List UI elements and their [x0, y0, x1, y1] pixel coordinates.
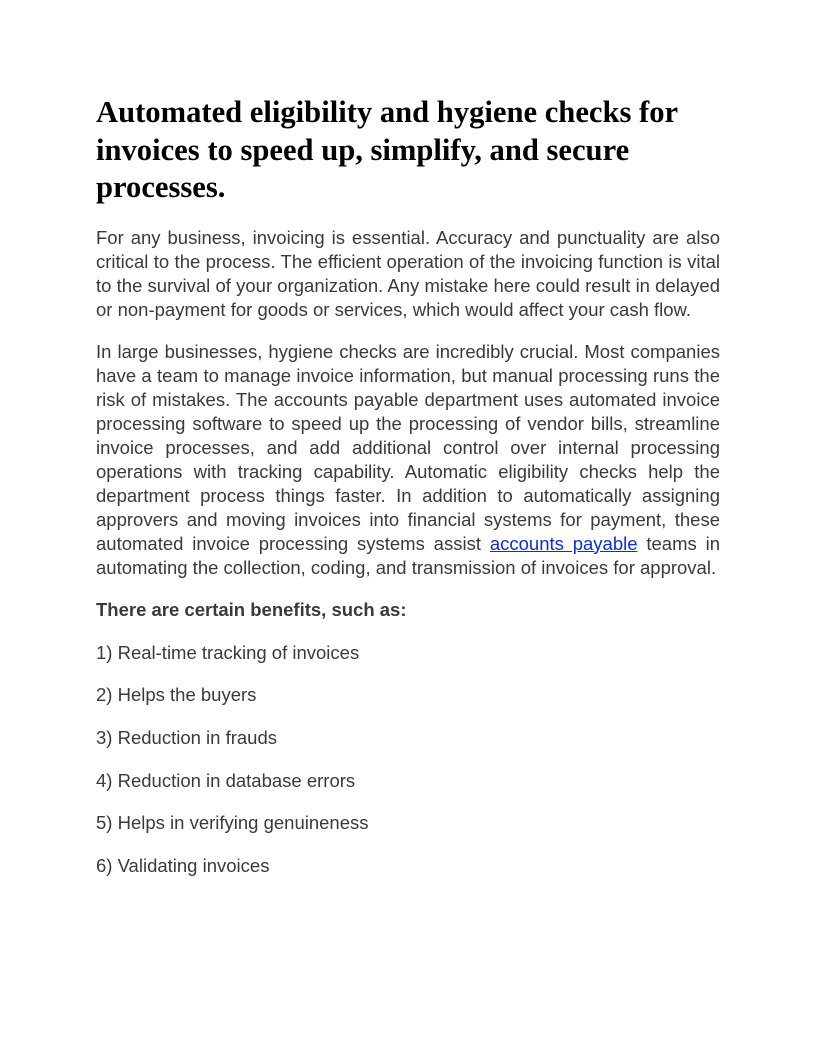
benefits-heading: There are certain benefits, such as: — [96, 598, 407, 620]
benefit-item: 3) Reduction in frauds — [96, 726, 277, 748]
benefit-item: 2) Helps the buyers — [96, 684, 257, 706]
document-page — [96, 94, 720, 878]
intro-paragraph: For any business, invoicing is essential. Accuracy and punctuality are also critical to the process. The efficient operation of the invoicing function is vital to the survival of your organization. Any mistake here could result in delayed or non-payment for goods or services, which would affect your cash flow. — [96, 226, 720, 320]
paragraph-text-before-link: In large businesses, hygiene checks are incredibly crucial. Most companies have a team to manage invoice information, but manual processing runs the risk of mistakes. The accounts payable department uses automated invoice processing software to speed up the processing of vendor bills, streamline invoice processes, and add additional control over internal processing operations with tracking capability. Automatic eligibility checks help the department process things faster. In addition to automatically assigning approvers and moving invoices into financial systems for payment, these automated invoice processing systems assist — [96, 340, 720, 554]
benefit-item: 1) Real-time tracking of invoices — [96, 641, 360, 663]
benefit-item: 5) Helps in verifying genuineness — [96, 812, 369, 834]
accounts-payable-link[interactable]: accounts payable — [489, 532, 638, 554]
benefit-item: 4) Reduction in database errors — [96, 769, 356, 791]
benefit-item: 6) Validating invoices — [96, 854, 270, 876]
article-title: Automated eligibility and hygiene checks for invoices to speed up, simplify, and secure processes. — [96, 95, 678, 204]
paragraph-text-after-link: teams in automating the collection, coding, and transmission of invoices for approval. — [96, 532, 720, 578]
hygiene-checks-paragraph — [96, 340, 720, 580]
